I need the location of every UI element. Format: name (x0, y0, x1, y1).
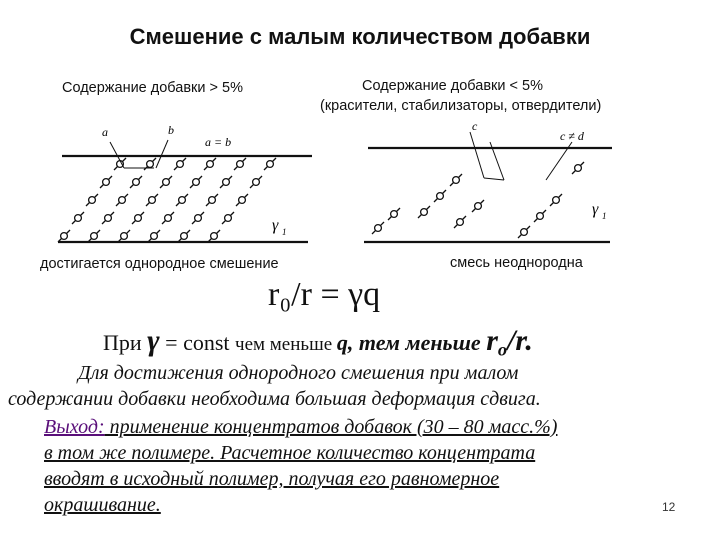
particle-chains (58, 158, 276, 242)
rule-q: q (336, 330, 348, 355)
particle (223, 179, 230, 186)
particle (135, 215, 142, 222)
rule-text-2: = const (159, 330, 236, 355)
particle-chains (372, 162, 584, 238)
rule-text-4: , тем меньше (347, 330, 487, 355)
rule-text-3: чем меньше (235, 334, 337, 355)
particle (391, 211, 398, 218)
particle (149, 197, 156, 204)
rule-gamma: γ (147, 324, 160, 357)
particle (253, 179, 260, 186)
right-subheading: (красители, стабилизаторы, отвердители) (320, 98, 602, 114)
body-line-2: содержании добавки необходима большая деформация сдвига. (8, 388, 541, 410)
rule-r0: r (486, 324, 498, 357)
label-a-equals-b: a = b (205, 135, 232, 149)
left-heading: Содержание добавки > 5% (62, 80, 243, 96)
particle (237, 161, 244, 168)
formula-rhs: γq (348, 276, 381, 313)
particle (61, 233, 68, 240)
label-c-not-equal-d: c ≠ d (560, 129, 584, 143)
body-line-1: Для достижения однородного смешения при малом (78, 362, 519, 384)
particle (193, 179, 200, 186)
exit-label: Выход: (44, 416, 105, 438)
body-line-3 (44, 416, 557, 439)
body-line-6: окрашивание. (44, 494, 161, 516)
particle (375, 225, 382, 232)
particle (75, 215, 82, 222)
slide-title: Смешение с малым количеством добавки (129, 24, 591, 49)
particle (475, 203, 482, 210)
left-caption: достигается однородное смешение (40, 256, 279, 272)
particle (575, 165, 582, 172)
particle (195, 215, 202, 222)
particle (103, 179, 110, 186)
particle (267, 161, 274, 168)
label-b: b (168, 123, 174, 137)
inhomogeneous-mixing-diagram (360, 118, 630, 253)
particle (537, 213, 544, 220)
particle (211, 233, 218, 240)
particle (207, 161, 214, 168)
particle (105, 215, 112, 222)
right-heading: Содержание добавки < 5% (362, 78, 543, 94)
particle (225, 215, 232, 222)
particle (89, 197, 96, 204)
body-line-4: в том же полимере. Расчетное количество концентрата (44, 442, 536, 464)
particle (133, 179, 140, 186)
particle (121, 233, 128, 240)
particle (163, 179, 170, 186)
particle (165, 215, 172, 222)
right-caption: смесь неоднородна (450, 255, 583, 271)
particle (239, 197, 246, 204)
label-a: a (102, 125, 108, 139)
particle (209, 197, 216, 204)
particle (119, 197, 126, 204)
particle (91, 233, 98, 240)
gamma-label: γ (272, 217, 279, 234)
rule-statement (103, 324, 533, 360)
rule-r0-subscript: o (497, 339, 508, 360)
gamma-label: γ (592, 201, 599, 218)
body-line-5: вводят в исходный полимер, получая его равномерное (44, 468, 500, 490)
body-line-3-rest: применение концентратов добавок (30 – 80 масс.%) (104, 416, 558, 438)
formula-lhs: r₀/r (268, 276, 312, 313)
particle (521, 229, 528, 236)
particle (421, 209, 428, 216)
particle (453, 177, 460, 184)
gamma-subscript: 1 (602, 211, 607, 221)
particle (553, 197, 560, 204)
label-c: c (472, 119, 478, 133)
formula (268, 276, 380, 314)
spacing-markers (470, 132, 572, 180)
particle (457, 219, 464, 226)
particle (177, 161, 184, 168)
particle (181, 233, 188, 240)
rule-r: /r. (507, 324, 533, 357)
particle (437, 193, 444, 200)
rule-text-1: При (103, 330, 148, 355)
homogeneous-mixing-diagram (50, 118, 315, 253)
shear-boundaries (364, 148, 612, 242)
page-number: 12 (662, 500, 676, 514)
particle (151, 233, 158, 240)
formula-equals: = (311, 276, 349, 313)
gamma-subscript: 1 (282, 227, 287, 237)
particle (147, 161, 154, 168)
particle (179, 197, 186, 204)
